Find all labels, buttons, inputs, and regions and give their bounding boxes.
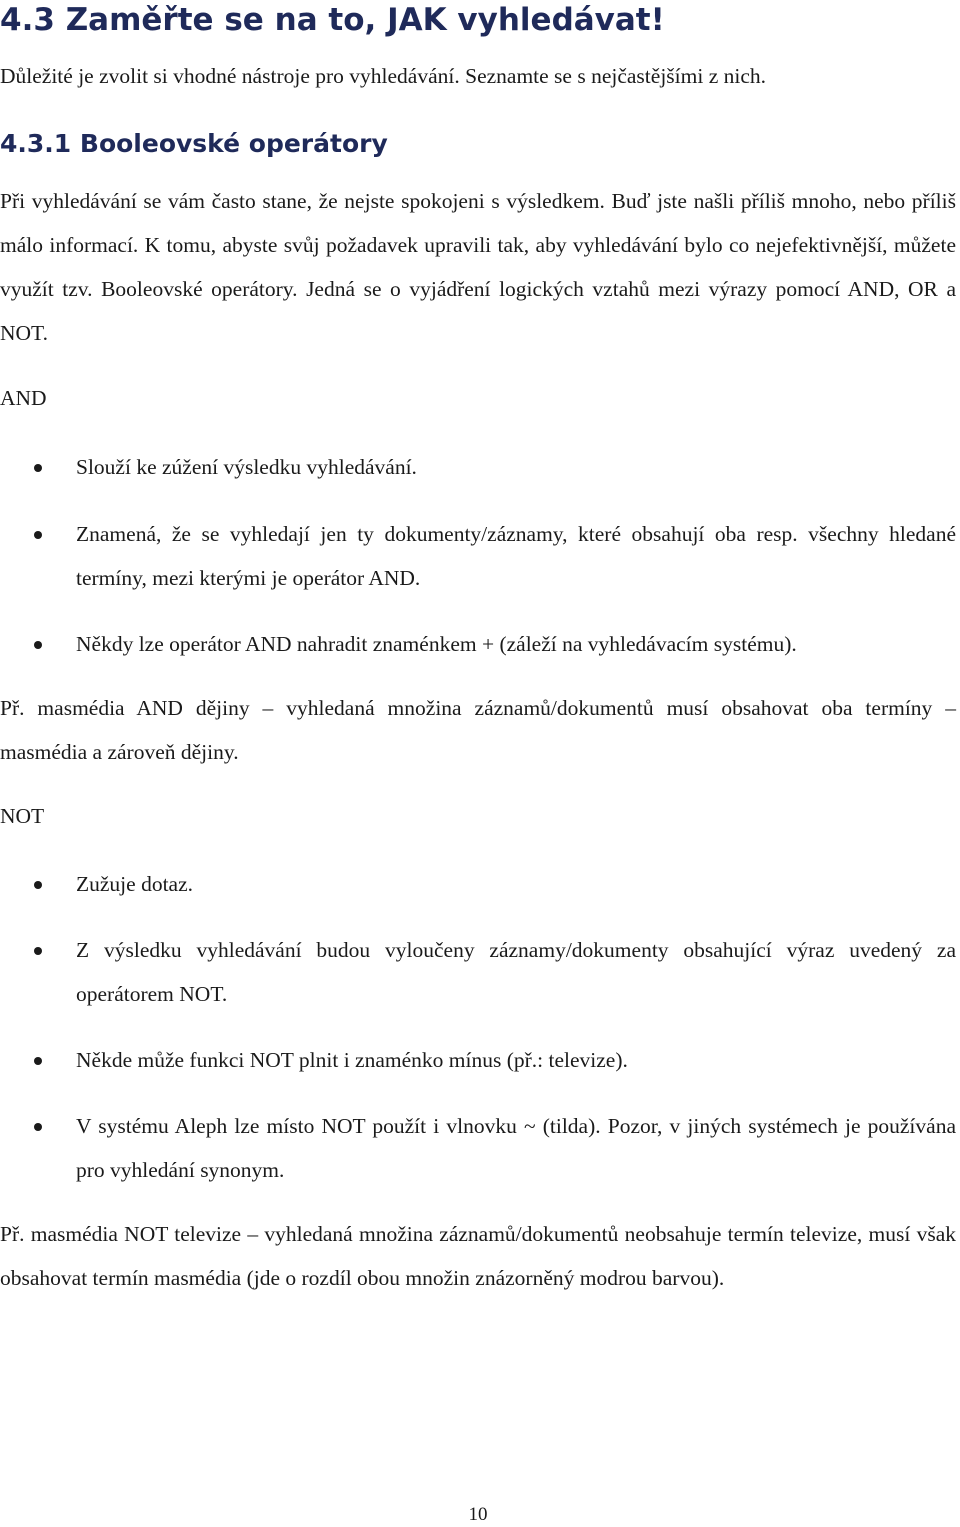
and-label: AND <box>0 386 47 410</box>
bullet-icon <box>34 1057 42 1065</box>
not-example: Př. masmédia NOT televize – vyhledaná množina záznamů/dokumentů neobsahuje termín televize, musí však obsahovat termín masmédia (jde o rozdíl obou množin znázorněný modrou barvou). <box>0 1222 956 1290</box>
bullet-icon <box>34 947 42 955</box>
list-item-text: Slouží ke zúžení výsledku vyhledávání. <box>76 455 417 479</box>
bullet-icon <box>34 1123 42 1131</box>
list-item-text: Z výsledku vyhledávání budou vyloučeny záznamy/dokumenty obsahující výraz uvedený za operátorem NOT. <box>76 938 956 1006</box>
list-item-text: Zužuje dotaz. <box>76 872 194 896</box>
and-example: Př. masmédia AND dějiny – vyhledaná množina záznamů/dokumentů musí obsahovat oba termíny – masmédia a zároveň dějiny. <box>0 696 956 764</box>
bullet-icon <box>34 641 42 649</box>
bullet-icon <box>34 531 42 539</box>
list-item-text: V systému Aleph lze místo NOT použít i vlnovku ~ (tilda). Pozor, v jiných systémech je používána pro vyhledání synonym. <box>76 1114 956 1182</box>
section-heading: 4.3 Zaměřte se na to, JAK vyhledávat! <box>0 2 665 38</box>
bullet-icon <box>34 881 42 889</box>
subsection-heading: 4.3.1 Booleovské operátory <box>0 129 388 158</box>
booleovske-paragraph: Při vyhledávání se vám často stane, že nejste spokojeni s výsledkem. Buď jste našli příliš mnoho, nebo příliš málo informací. K tomu, abyste svůj požadavek upravili tak, aby vyhledávání bylo co nejefektivnější, můžete využít tzv. Booleovské operátory. Jedná se o vyjádření logických vztahů mezi výrazy pomocí AND, OR a NOT. <box>0 189 956 345</box>
intro-text: Důležité je zvolit si vhodné nástroje pro vyhledávání. Seznamte se s nejčastějšími z nich. <box>0 64 767 88</box>
list-item-text: Někde může funkci NOT plnit i znaménko mínus (př.: televize). <box>76 1048 628 1072</box>
bullet-icon <box>34 464 42 472</box>
list-item-text: Někdy lze operátor AND nahradit znaménkem + (záleží na vyhledávacím systému). <box>76 632 797 656</box>
not-label: NOT <box>0 804 45 828</box>
list-item-text: Znamená, že se vyhledají jen ty dokumenty/záznamy, které obsahují oba resp. všechny hledané termíny, mezi kterými je operátor AND. <box>76 522 956 590</box>
page-number: 10 <box>468 1504 488 1525</box>
